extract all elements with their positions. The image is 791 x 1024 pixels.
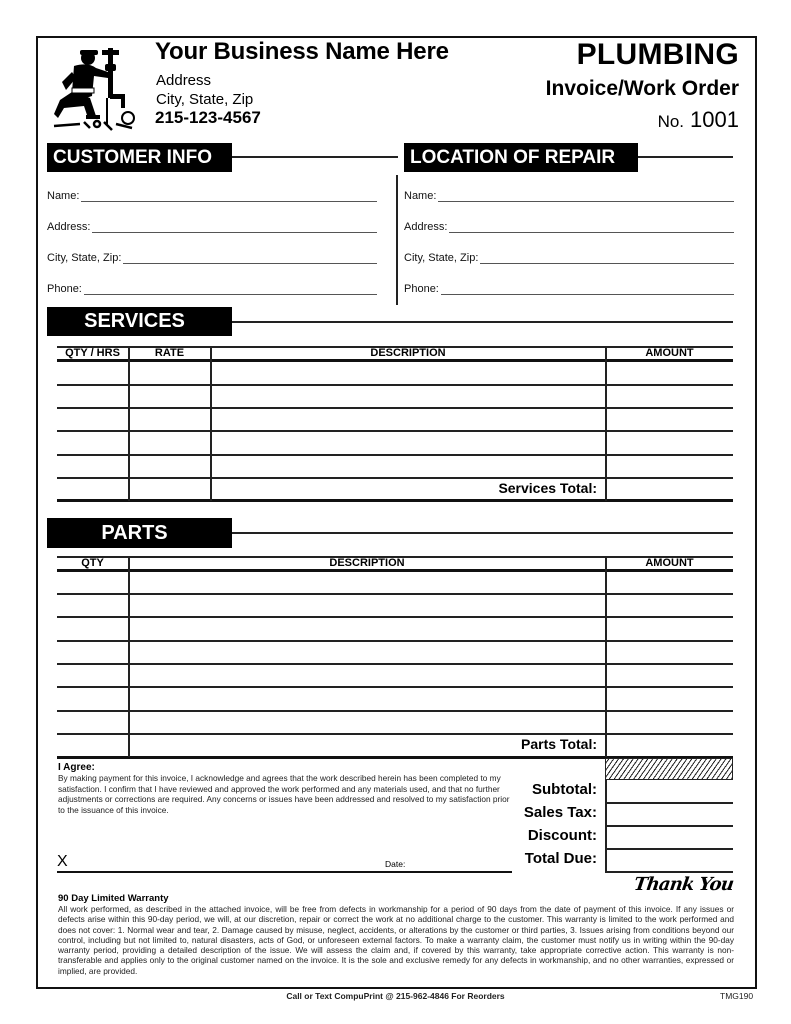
table-rule <box>57 710 733 712</box>
customer-name-field[interactable] <box>47 186 377 202</box>
sales-tax-label: Sales Tax: <box>523 804 597 821</box>
order-number <box>658 107 739 133</box>
form-subtitle: Invoice/Work Order <box>545 77 739 100</box>
location-name-input[interactable] <box>438 190 734 202</box>
column-header-rate: RATE <box>154 347 185 359</box>
signature-mark: X <box>57 853 68 870</box>
customer-info-heading: CUSTOMER INFO <box>47 143 232 172</box>
location-name-field[interactable] <box>404 186 734 202</box>
table-rule <box>57 454 733 456</box>
services-heading: SERVICES <box>47 307 232 336</box>
field-label: Phone: <box>47 283 82 295</box>
location-phone-field[interactable] <box>404 279 734 295</box>
agreement-title: I Agree: <box>58 762 95 773</box>
divider <box>638 156 733 158</box>
location-phone-input[interactable] <box>441 283 734 295</box>
table-rule <box>57 616 733 618</box>
customer-name-input[interactable] <box>81 190 377 202</box>
location-city-state-zip-field[interactable] <box>404 248 734 264</box>
parts-total-label: Parts Total: <box>521 736 597 752</box>
table-rule <box>57 686 733 688</box>
parts-heading: PARTS <box>47 518 232 548</box>
thank-you-script: Thank You <box>632 874 735 895</box>
field-label: City, State, Zip: <box>47 252 122 264</box>
column-header-amount: AMOUNT <box>645 557 694 569</box>
column-header-qty-hrs: QTY / HRS <box>65 347 120 359</box>
warranty-text: All work performed, as described in the attached invoice, will be free from defects in workmanship for a period of 90 days from the date of payment of this invoice. If any issues or defects arise within this 90-day period, we will, at our discretion, repair or correct the work at no additional charge to the customer. This warranty is limited to the work performed and does not cover: 1. Normal wear and tear, 2. Damage caused by misuse, neglect, accidents, or alterations by the customer or third parties, 3. Issues arising from conditions beyond our control, including but not limited to, natural disasters, acts of God, or unforeseen external factors. To make a warranty claim, the customer must notify us in writing within the 90-day warranty period, providing a detailed description of the issue. We will assess the claim and, if covered by this warranty, take appropriate corrective action. This warranty is non-transferable and applies only to the original customer named on the invoice. It is the sole and exclusive remedy for any defects in workmanship, and no other warranties, expressed or implied, are provided. <box>58 904 734 976</box>
column-rule <box>128 346 130 501</box>
location-of-repair-heading: LOCATION OF REPAIR <box>404 143 638 172</box>
parts-total-input[interactable] <box>607 734 733 755</box>
hatched-cell <box>605 758 733 780</box>
business-city-state-zip: City, State, Zip <box>156 91 254 108</box>
table-rule <box>57 663 733 665</box>
agreement-text: By making payment for this invoice, I acknowledge and agrees that the work described herein has been completed to my satisfaction. I confirm that I have reviewed and approved the work performed and any materials used, and that no further adjustments or corrections are required. Any concerns or issues have been addressed and resolved to my satisfaction prior to the issuance of this invoice. <box>58 773 510 815</box>
table-rule <box>57 569 733 572</box>
location-city-state-zip-input[interactable] <box>480 252 734 264</box>
table-rule <box>57 430 733 432</box>
services-total-label: Services Total: <box>498 480 597 496</box>
field-label: Name: <box>404 190 437 202</box>
total-due-input[interactable] <box>607 850 733 870</box>
total-due-label: Total Due: <box>524 850 597 867</box>
field-label: City, State, Zip: <box>404 252 479 264</box>
business-phone: 215-123-4567 <box>155 108 261 127</box>
table-rule <box>57 499 733 502</box>
plumber-icon <box>50 42 145 134</box>
column-rule <box>210 346 212 501</box>
field-label: Address: <box>404 221 448 233</box>
location-address-field[interactable] <box>404 217 734 233</box>
reorder-footer: Call or Text CompuPrint @ 215-962-4846 For Reorders <box>286 991 505 1001</box>
column-rule <box>128 556 130 757</box>
table-rule <box>57 384 733 386</box>
customer-address-input[interactable] <box>92 221 377 233</box>
sales-tax-input[interactable] <box>607 804 733 824</box>
table-rule <box>605 871 733 873</box>
services-total-input[interactable] <box>607 478 733 499</box>
customer-address-field[interactable] <box>47 217 377 233</box>
signature-line[interactable] <box>57 871 512 873</box>
form-title: PLUMBING <box>576 38 739 71</box>
customer-phone-input[interactable] <box>84 283 377 295</box>
table-rule <box>57 359 733 362</box>
business-address: Address <box>156 72 212 89</box>
field-label: Phone: <box>404 283 439 295</box>
divider <box>232 156 398 158</box>
column-header-description: DESCRIPTION <box>329 557 405 569</box>
column-header-amount: AMOUNT <box>645 347 694 359</box>
subtotal-label: Subtotal: <box>532 781 597 798</box>
divider <box>232 321 733 323</box>
subtotal-input[interactable] <box>607 781 733 801</box>
customer-phone-field[interactable] <box>47 279 377 295</box>
customer-city-state-zip-field[interactable] <box>47 248 377 264</box>
column-header-qty: QTY <box>81 557 104 569</box>
table-rule <box>57 640 733 642</box>
date-label: Date: <box>385 859 406 869</box>
location-address-input[interactable] <box>449 221 734 233</box>
business-name: Your Business Name Here <box>155 38 449 65</box>
field-label: Name: <box>47 190 80 202</box>
discount-label: Discount: <box>527 827 597 844</box>
column-rule <box>605 556 607 757</box>
column-header-description: DESCRIPTION <box>370 347 446 359</box>
divider <box>232 532 733 534</box>
customer-city-state-zip-input[interactable] <box>123 252 377 264</box>
vertical-divider <box>396 175 398 305</box>
table-rule <box>57 407 733 409</box>
form-code: TMG190 <box>720 991 754 1001</box>
order-number-label: No. <box>657 112 685 131</box>
table-rule <box>57 593 733 595</box>
order-number-value: 1001 <box>690 107 739 132</box>
discount-input[interactable] <box>607 827 733 847</box>
warranty-title: 90 Day Limited Warranty <box>58 893 169 904</box>
field-label: Address: <box>47 221 91 233</box>
